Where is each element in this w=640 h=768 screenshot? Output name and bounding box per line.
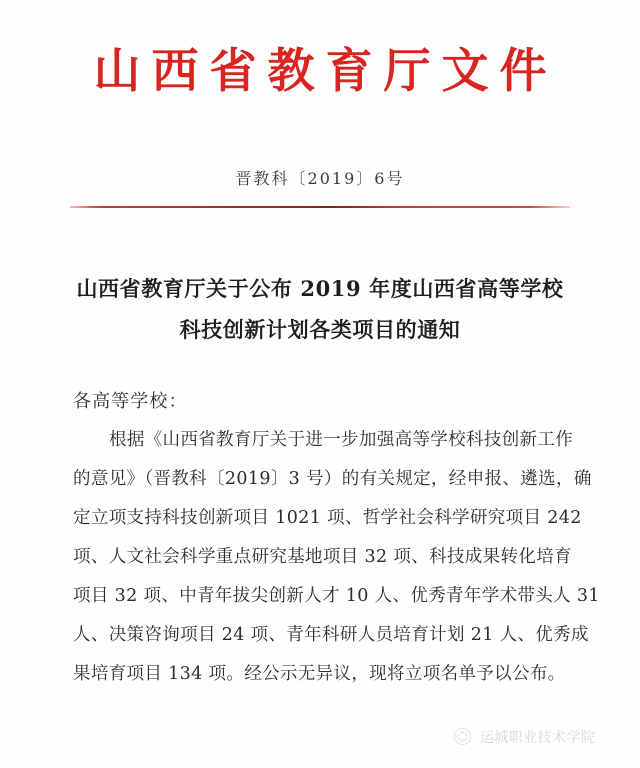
document-body [73,382,600,694]
body-line: 的意见》（晋教科〔2019〕3 号）的有关规定，经申报、遴选，确 [73,469,592,489]
body-line: 果培育项目 134 项。经公示无异议，现将立项名单予以公布。 [73,664,566,684]
red-divider-rule [70,206,570,208]
masthead-title: 山西省教育厅文件 [93,44,558,99]
circular-emblem-icon [452,726,473,747]
document-number: 晋教科〔2019〕6号 [235,169,405,188]
doc-number-row [0,166,640,189]
body-line: 定立项支持科技创新项目 1021 项、哲学社会科学研究项目 242 [73,508,582,528]
body-line: 根据《山西省教育厅关于进一步加强高等学校科技创新工作 [109,430,574,450]
body-line: 项目 32 项、中青年拔尖创新人才 10 人、优秀青年学术带头人 31 [73,586,600,606]
body-line: 项、人文社会科学重点研究基地项目 32 项、科技成果转化培育 [73,547,572,567]
page-title-line-2: 科技创新计划各类项目的通知 [179,317,461,342]
watermark-label: 运城职业技术学院 [480,729,596,746]
body-paragraph [73,421,600,694]
body-line: 人、决策咨询项目 24 项、青年科研人员培育计划 21 人、优秀成 [73,625,589,645]
masthead [0,44,640,99]
watermark [452,726,595,747]
salutation: 各高等学校： [73,391,188,412]
page-title-line-1: 山西省教育厅关于公布 2019 年度山西省高等学校 [76,276,564,301]
page-title [70,268,570,350]
